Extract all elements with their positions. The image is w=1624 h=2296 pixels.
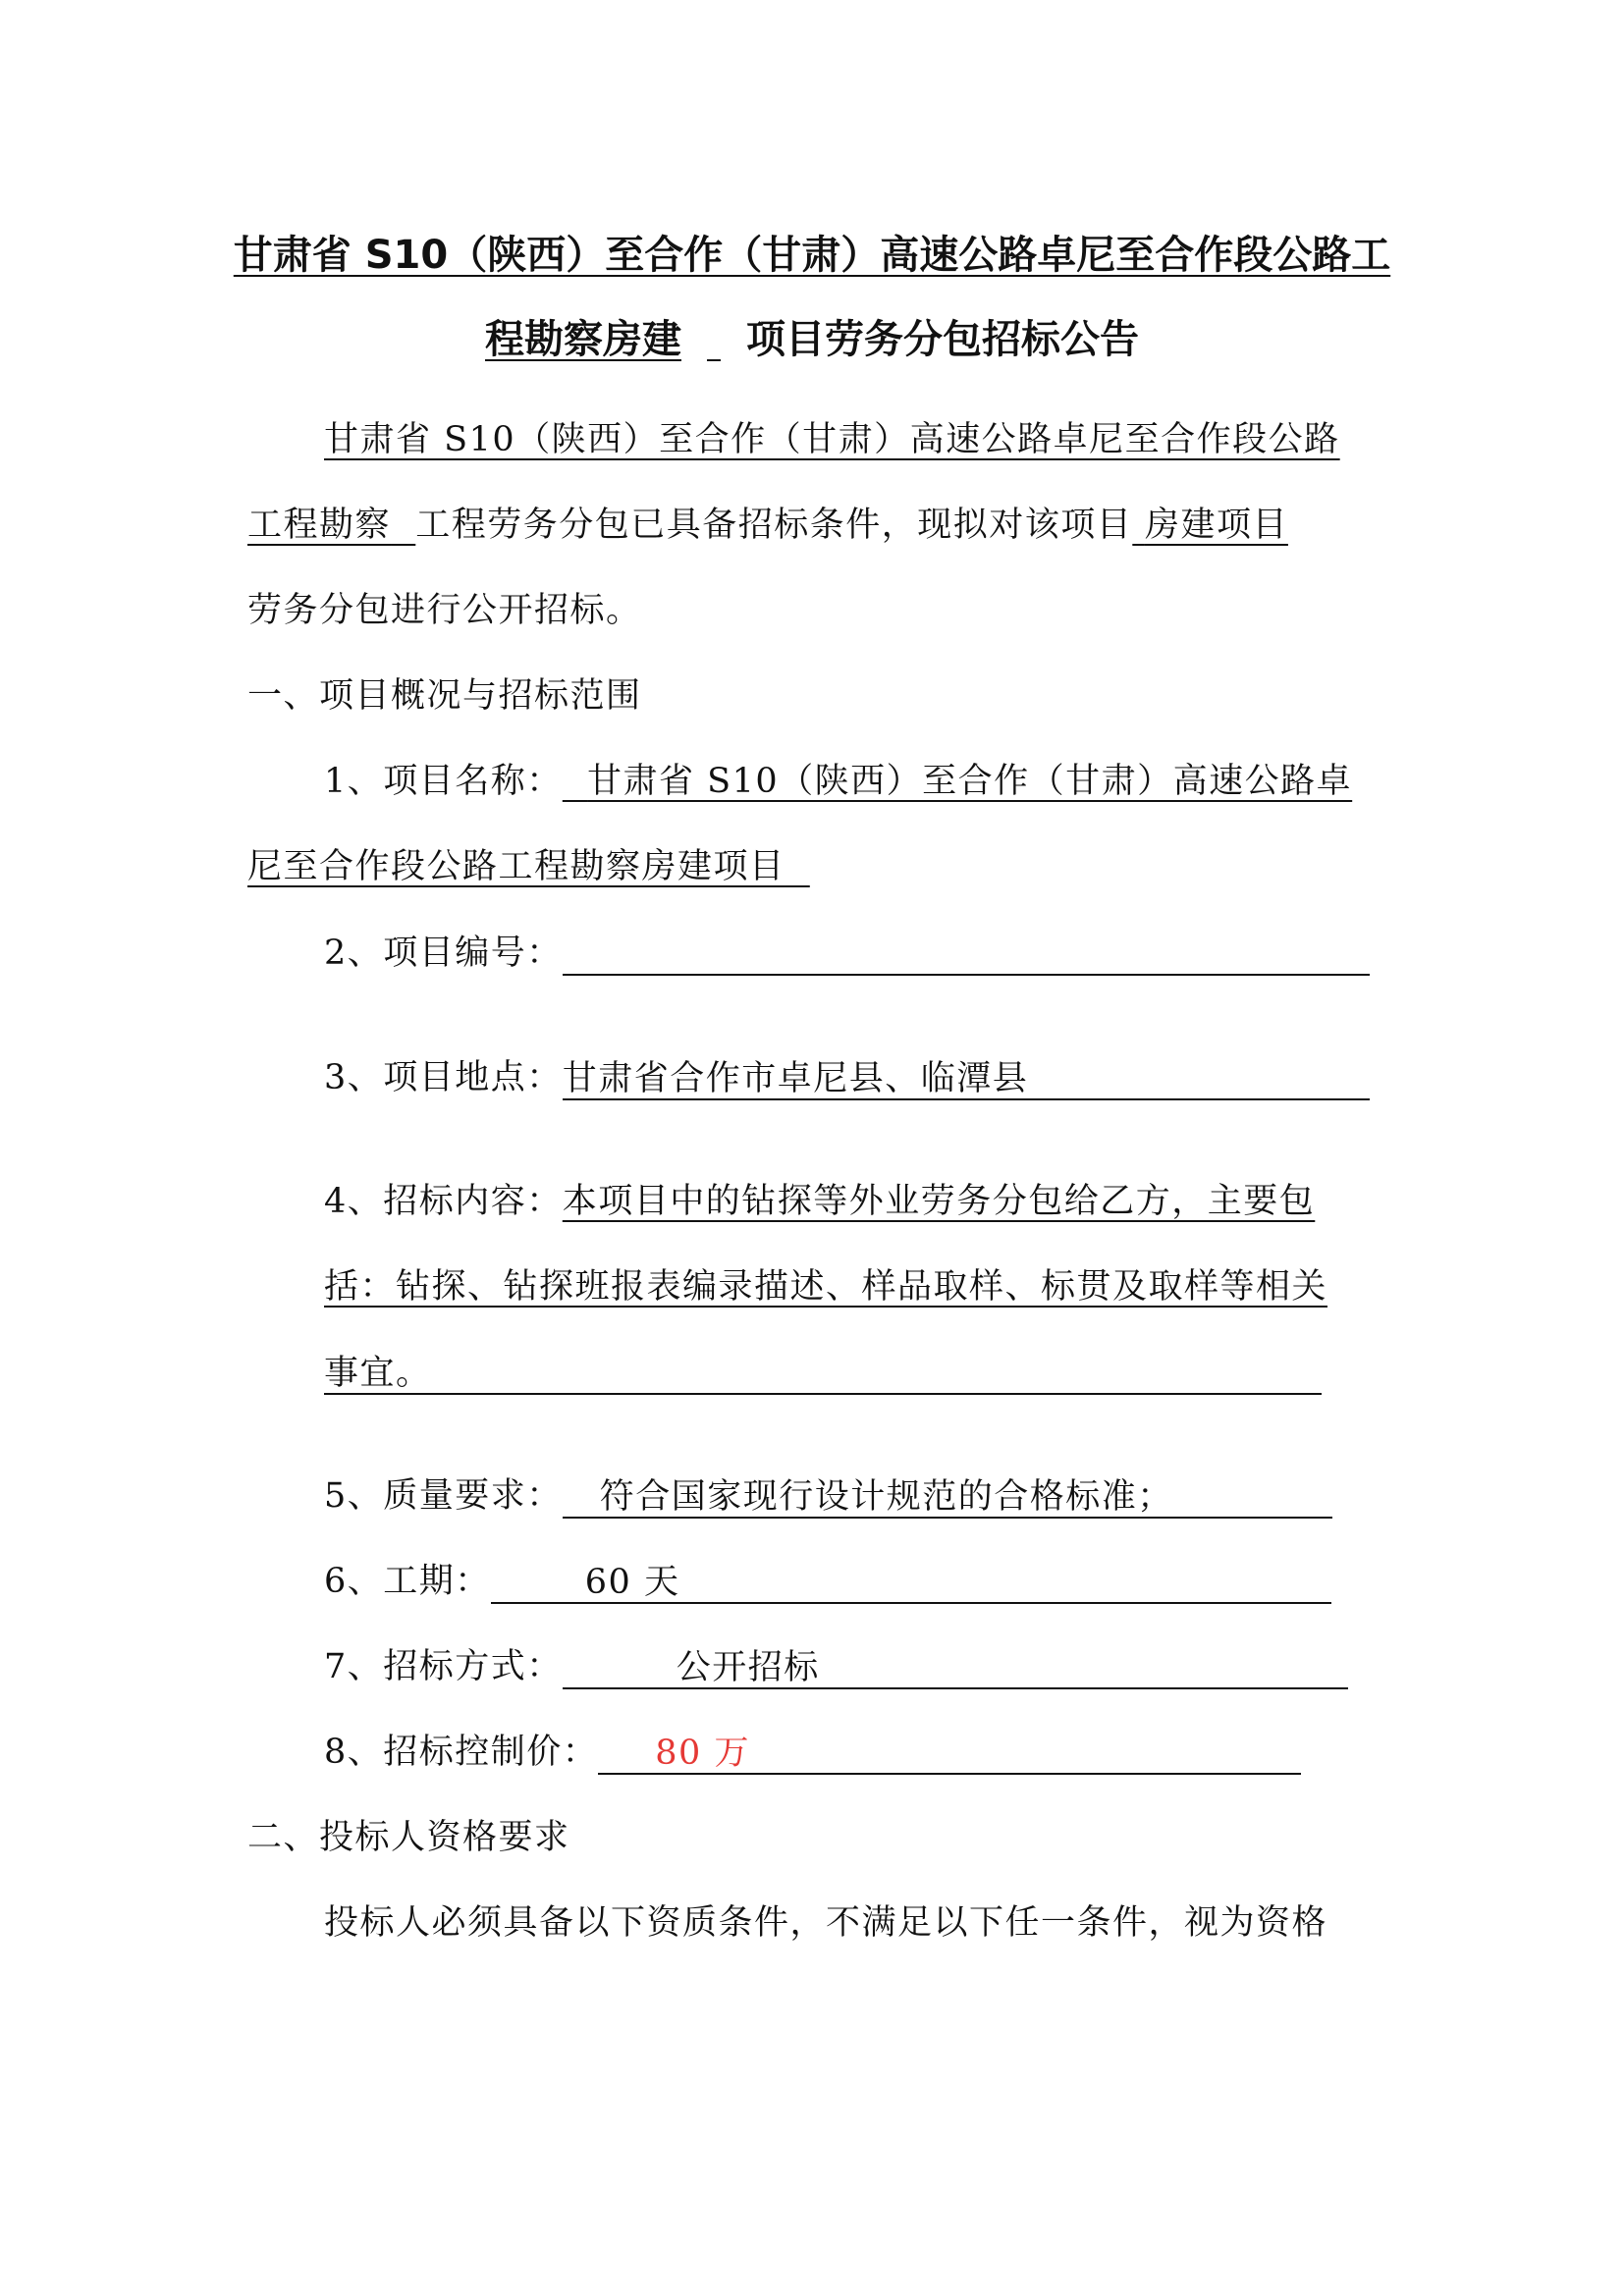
item1-value-1: 甘肃省 S10（陕西）至合作（甘肃）高速公路卓 — [587, 762, 1353, 801]
title-text-1: 甘肃省 S10（陕西）至合作（甘肃）高速公路卓尼至合作段公路工 — [233, 233, 1391, 278]
item5-label: 5、质量要求： — [324, 1476, 563, 1516]
item4-value-1: 本项目中的钻探等外业劳务分包给乙方，主要包 — [562, 1182, 1316, 1221]
section2-heading: 二、投标人资格要求 — [247, 1818, 570, 1857]
item2-line — [324, 931, 1370, 976]
item4-label: 4、招标内容： — [324, 1182, 563, 1221]
item5-value: 符合国家现行设计规范的合格标准； — [563, 1477, 1332, 1519]
item1-label: 1、项目名称： — [324, 762, 563, 801]
item7-value: 公开招标 — [563, 1648, 1348, 1689]
title-underline-gap — [681, 316, 746, 363]
item8-value: 80 万 — [655, 1734, 750, 1773]
intro-text-3: 劳务分包进行公开招标。 — [247, 591, 642, 630]
item8-line — [324, 1730, 1301, 1775]
item4-line-1 — [324, 1179, 1315, 1224]
section2-para-line-1: 投标人必须具备以下资质条件，不满足以下任一条件，视为资格 — [324, 1903, 1328, 1943]
item3-value: 甘肃省合作市卓尼县、临潭县 — [563, 1059, 1370, 1100]
item2-value — [563, 936, 1370, 976]
item4-line-3 — [324, 1350, 1322, 1395]
item3-label: 3、项目地点： — [324, 1058, 563, 1097]
item6-line — [324, 1559, 1331, 1604]
item6-label: 6、工期： — [324, 1562, 491, 1601]
title-text-2b: 项目劳务分包招标公告 — [746, 317, 1139, 362]
title-line-2 — [0, 316, 1624, 363]
title-text-2a: 程勘察房建 — [485, 317, 681, 362]
intro-line-1 — [324, 417, 1340, 462]
intro-text-1: 甘肃省 S10（陕西）至合作（甘肃）高速公路卓尼至合作段公路 — [324, 420, 1340, 459]
item7-line — [324, 1644, 1348, 1689]
intro-text-2b: 工程劳务分包已具备招标条件，现拟对该项目 — [415, 506, 1133, 545]
item4-value-3: 事宜。 — [324, 1354, 1322, 1395]
item2-label: 2、项目编号： — [324, 934, 563, 973]
item4-value-2: 括：钻探、钻探班报表编录描述、样品取样、标贯及取样等相关 — [324, 1267, 1328, 1307]
item1-line-2 — [247, 844, 810, 889]
item7-label: 7、招标方式： — [324, 1647, 563, 1686]
title-line-1 — [0, 232, 1624, 279]
item3-line — [324, 1055, 1370, 1100]
intro-line-3 — [247, 588, 642, 633]
item1-value-2: 尼至合作段公路工程勘察房建项目 — [247, 847, 785, 886]
item4-line-2 — [324, 1264, 1327, 1309]
item8-label: 8、招标控制价： — [324, 1733, 599, 1772]
item8-value-underline — [598, 1734, 1301, 1775]
intro-line-2 — [247, 503, 1288, 548]
intro-text-2c: 房建项目 — [1144, 506, 1288, 545]
item5-line — [324, 1473, 1332, 1519]
item1-line-1 — [324, 759, 1352, 804]
section1-heading: 一、项目概况与招标范围 — [247, 676, 642, 716]
intro-text-2a: 工程勘察 — [247, 506, 392, 545]
item6-value: 60 天 — [491, 1563, 1331, 1604]
